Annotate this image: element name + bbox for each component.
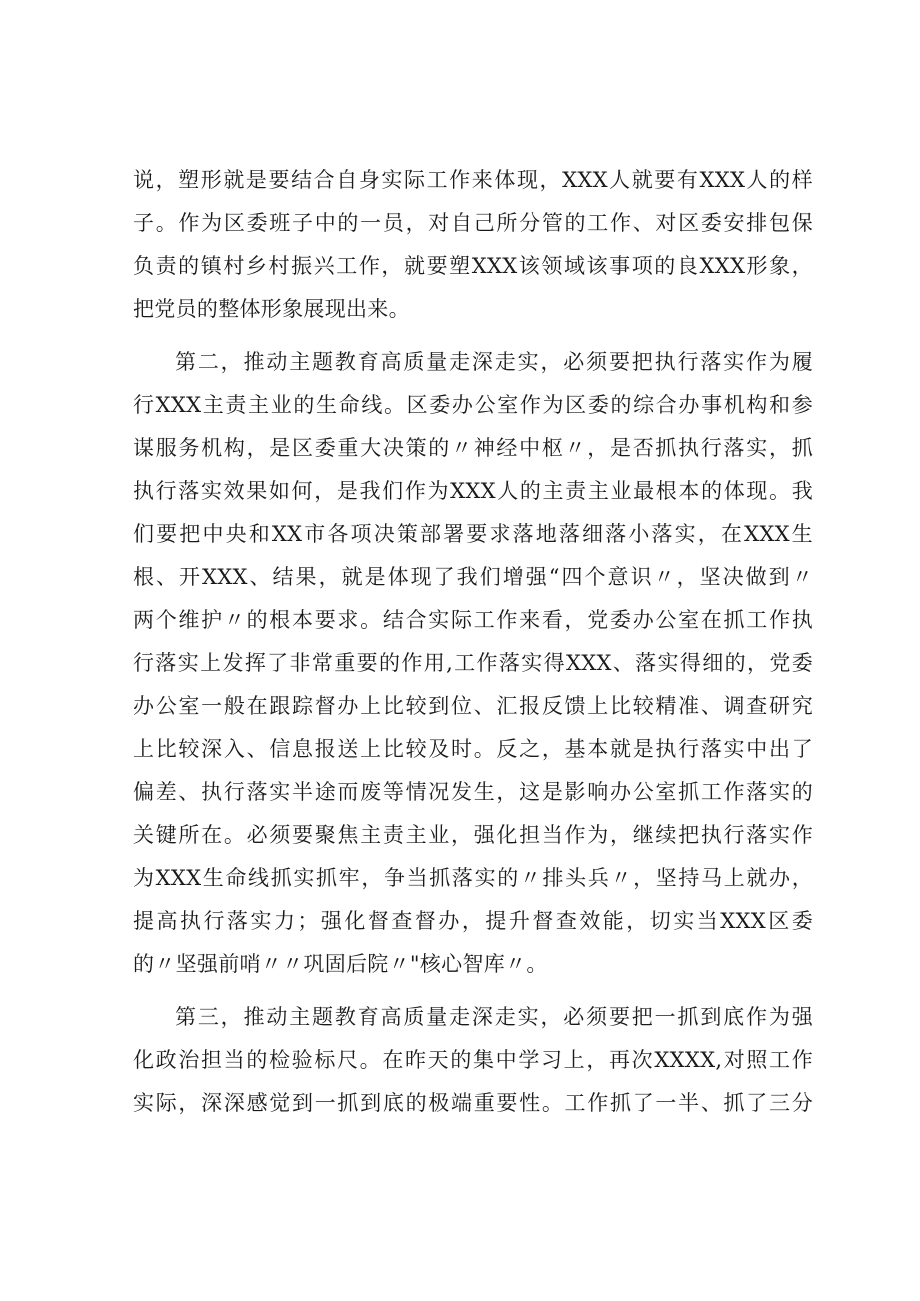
text-line-16: 关键所在。必须要聚焦主责主业，强化担当作为，继续把执行落实作 <box>133 823 813 847</box>
text-line-14: 上比较深入、信息报送上比较及时。反之，基本就是执行落实中出了 <box>133 737 813 761</box>
text-line-1: 说，塑形就是要结合自身实际工作来体现，XXX人就要有XXX人的样 <box>133 168 813 192</box>
text-line-4: 把党员的整体形象展现出来。 <box>133 297 410 321</box>
text-line-17: 为XXX生命线抓实抓牢，争当抓落实的〃排头兵〃，坚持马上就办， <box>133 866 813 890</box>
paragraph-2-first-line: 第二，推动主题教育高质量走深走实，必须要把执行落实作为履 <box>175 350 813 374</box>
text-line-7: 谋服务机构，是区委重大决策的〃神经中枢〃，是否抓执行落实，抓 <box>133 436 813 460</box>
text-line-13: 办公室一般在跟踪督办上比较到位、汇报反馈上比较精准、调查研究 <box>133 694 813 718</box>
text-line-18: 提高执行落实力；强化督查督办，提升督查效能，切实当XXX区委 <box>133 909 813 933</box>
text-line-12: 行落实上发挥了非常重要的作用,工作落实得XXX、落实得细的，党委 <box>133 651 813 675</box>
text-line-3: 负责的镇村乡村振兴工作，就要塑XXX该领域该事项的良XXX形象， <box>133 254 813 278</box>
text-line-10: 根、开XXX、结果，就是体现了我们增强“四个意识〃，坚决做到〃 <box>133 565 813 589</box>
text-line-2: 子。作为区委班子中的一员，对自己所分管的工作、对区委安排包保 <box>133 211 813 235</box>
text-line-21: 化政治担当的检验标尺。在昨天的集中学习上，再次XXXX,对照工作 <box>133 1048 813 1072</box>
paragraph-3-first-line: 第三，推动主题教育高质量走深走实，必须要把一抓到底作为强 <box>175 1005 813 1029</box>
text-line-15: 偏差、执行落实半途而废等情况发生，这是影响办公室抓工作落实的 <box>133 780 813 804</box>
text-line-8: 执行落实效果如何，是我们作为XXX人的主责主业最根本的体现。我 <box>133 479 813 503</box>
text-line-9: 们要把中央和XX市各项决策部署要求落地落细落小落实，在XXX生 <box>133 522 813 546</box>
text-line-6: 行XXX主责主业的生命线。区委办公室作为区委的综合办事机构和参 <box>133 393 813 417</box>
text-line-19: 的〃坚强前哨〃〃巩固后院〃"核心智库〃。 <box>133 952 548 976</box>
text-line-11: 两个维护〃的根本要求。结合实际工作来看，党委办公室在抓工作执 <box>133 608 813 632</box>
text-line-22: 实际，深深感觉到一抓到底的极端重要性。工作抓了一半、抓了三分 <box>133 1091 813 1115</box>
